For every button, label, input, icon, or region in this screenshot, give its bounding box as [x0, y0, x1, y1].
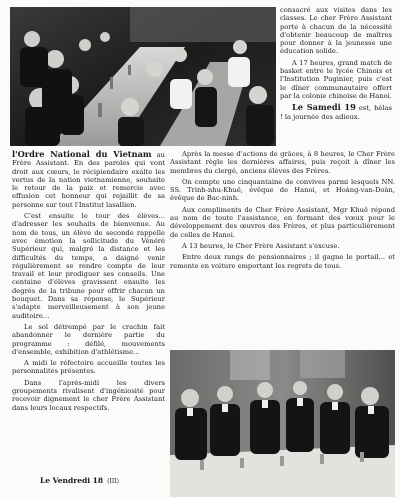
paragraph: Dans l'après-midi les divers groupements rivalisent d'ingéniosité pour recevoir dignement le cher Frère Assistant dans leurs locaux respectifs.: [12, 378, 165, 412]
paragraph: Aux compliments de Cher Frère Assistant, Mgr Khuê répond au nom de toute l'assistance, en formant des vœux pour le développement des œuvres des Frères, et plus particulièrement de celles de Hanoi.: [170, 205, 395, 239]
text-column-left: [12, 150, 165, 415]
date-heading: Le Samedi 19: [292, 102, 356, 113]
paragraph: consacré aux visites dans les classes. Le cher Frère Assistant porte à chacun de la nécessité d'obtenir beaucoup de maîtres pour donner à la jeunesse une éducation solide.: [280, 6, 392, 56]
paragraph: A midi le réfectoire accueille toutes les personnalités présentes.: [12, 359, 165, 376]
footer-date-label: Le Vendredi 18: [40, 476, 104, 485]
paragraph-text: est, hélas ! la journée des adieux.: [280, 104, 392, 121]
paragraph: Entre deux rangs de pensionnaires ; il gagne le portail... et remonte en voiture emportant les regrets de tous.: [170, 253, 395, 270]
paragraph-text: au Frère Assistant. En des paroles qui vont droit aux cœurs, le récipiendaire exalte les vertus de la nation vietnamienne, souhaite le retour de la paix et remercie avec effusion cet honneur qui rejaillit de sa personne sur tout l'Institut lasallien.: [12, 151, 165, 209]
paragraph-lead: [12, 150, 165, 209]
paragraph: Après la messe d'actions de grâces, à 8 heures, le Cher Frère Assistant règle les dernières affaires, puis reçoit à dîner les membres du clergé, anciens élèves des Frères.: [170, 150, 395, 175]
banquet-photo-bottom-image: [170, 350, 395, 497]
paragraph: On compte une cinquantaine de convives parmi lesquels NN. SS. Trinh-nhu-Khuê, évêque de Hanoi, et Hoàng-van-Doàn, évêque de Bac-ninh.: [170, 177, 395, 203]
text-column-top-right: [280, 6, 392, 124]
paragraph: C'est ensuite le tour des élèves... d'adresser les souhaits de bienvenue. Au nom de tous, un élève de seconde rappelle avec émotion la sollicitude du Vénéré Supérieur qui, malgré la distance et les difficultés du temps, a daigné venir régulièrement se rendre compte de leur travail et leur prodiguer ses conseils. Une centaine d'élèves gravissent ensuite les degrés de la tribune pour offrir chacun un bouquet. Dans sa réponse, le Supérieur s'adapte merveilleusement à son jeune auditoire...: [12, 212, 165, 320]
banquet-photo-top-image: [10, 7, 276, 146]
lead-heading: l'Ordre National du Vietnam: [12, 149, 152, 159]
page-number: (III): [107, 478, 119, 485]
footer-date: [40, 476, 119, 485]
banquet-photo-top: [10, 7, 276, 146]
banquet-photo-bottom: [170, 350, 395, 497]
paragraph: A 17 heures, grand match de basket entre le lycée Chinois et l'Institution Puginier, puis c'est le dîner communautaire offert par la colonie chinoise de Hanoi.: [280, 58, 392, 100]
text-column-right: [170, 150, 395, 273]
paragraph-samedi: [280, 103, 392, 121]
paragraph: Le sol détrempé par le crachin fait abandonner le dernière partie du programme : défilé, mouvements d'ensemble, exhibition d'athlétisme...: [12, 322, 165, 356]
paragraph: A 13 heures, le Cher Frère Assistant s'excuse.: [182, 241, 340, 250]
